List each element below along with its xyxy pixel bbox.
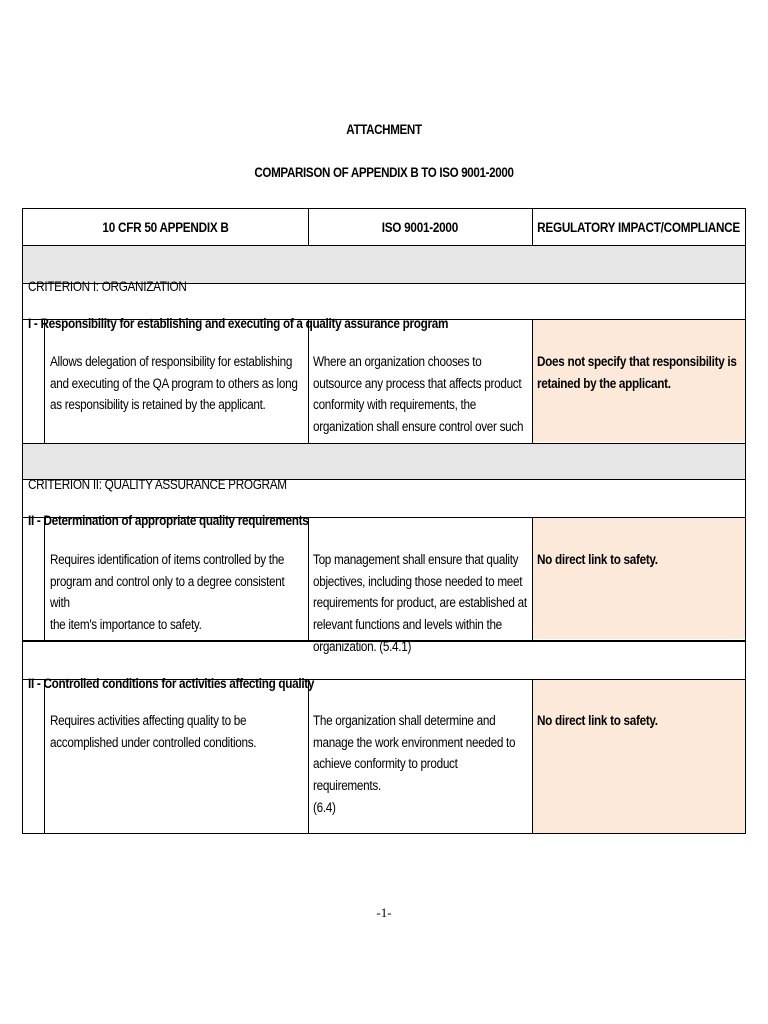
page-number: -1- bbox=[376, 905, 392, 920]
iso-text: The organization shall determine and manage the work environment needed to achieve conformity to product requirements. (6.4) bbox=[313, 712, 516, 815]
table-rule bbox=[44, 319, 45, 443]
table-rule bbox=[44, 517, 45, 640]
item-heading: II - Determination of appropriate quality requirements bbox=[28, 512, 309, 528]
iso-text: Top management shall ensure that quality objectives, including those needed to meet requirements for product, are established at relevant functions and levels within the organization. (5.4.1) bbox=[313, 551, 527, 654]
table-rule bbox=[23, 640, 745, 642]
table-rule bbox=[308, 517, 309, 640]
criterion-title: CRITERION I: ORGANIZATION bbox=[28, 278, 187, 294]
item-heading: I - Responsibility for establishing and executing of a quality assurance program bbox=[28, 315, 449, 331]
table-rule bbox=[23, 479, 745, 480]
table-rule bbox=[23, 319, 745, 320]
impact-text: Does not specify that responsibility is retained by the applicant. bbox=[537, 353, 737, 391]
appendix-b-text: Requires identification of items controlled by the program and control only to a degree consistent with the item's importance to safety. bbox=[50, 551, 285, 633]
table-rule bbox=[532, 679, 533, 833]
criterion-title: CRITERION II: QUALITY ASSURANCE PROGRAM bbox=[28, 476, 287, 492]
table-rule bbox=[308, 209, 309, 245]
table-rule bbox=[23, 679, 745, 680]
table-rule bbox=[308, 679, 309, 833]
table-rule bbox=[23, 517, 745, 518]
table-rule bbox=[532, 517, 533, 640]
table-rule bbox=[23, 443, 745, 444]
table-rule bbox=[532, 319, 533, 443]
comparison-table bbox=[22, 208, 746, 834]
item-heading: II - Controlled conditions for activities affecting quality bbox=[28, 675, 315, 691]
column-header-appendix-b: 10 CFR 50 APPENDIX B bbox=[102, 219, 229, 235]
table-rule bbox=[23, 283, 745, 284]
table-rule bbox=[44, 679, 45, 833]
appendix-b-text: Requires activities affecting quality to be accomplished under controlled conditions. bbox=[50, 712, 257, 750]
appendix-b-text: Allows delegation of responsibility for establishing and executing of the QA program to others as long as responsibility is retained by the applicant. bbox=[50, 353, 298, 413]
column-header-iso: ISO 9001-2000 bbox=[381, 219, 459, 235]
iso-text: Where an organization chooses to outsource any process that affects product conformity with requirements, the organization shall ensure control over such bbox=[313, 353, 524, 435]
table-rule bbox=[23, 245, 745, 246]
table-rule bbox=[308, 319, 309, 443]
table-rule bbox=[532, 209, 533, 245]
impact-text: No direct link to safety. bbox=[537, 551, 658, 567]
document-title: COMPARISON OF APPENDIX B TO ISO 9001-2000 bbox=[254, 165, 514, 180]
column-header-impact: REGULATORY IMPACT/COMPLIANCE bbox=[537, 219, 740, 235]
attachment-heading: ATTACHMENT bbox=[346, 122, 422, 137]
impact-text: No direct link to safety. bbox=[537, 712, 658, 728]
